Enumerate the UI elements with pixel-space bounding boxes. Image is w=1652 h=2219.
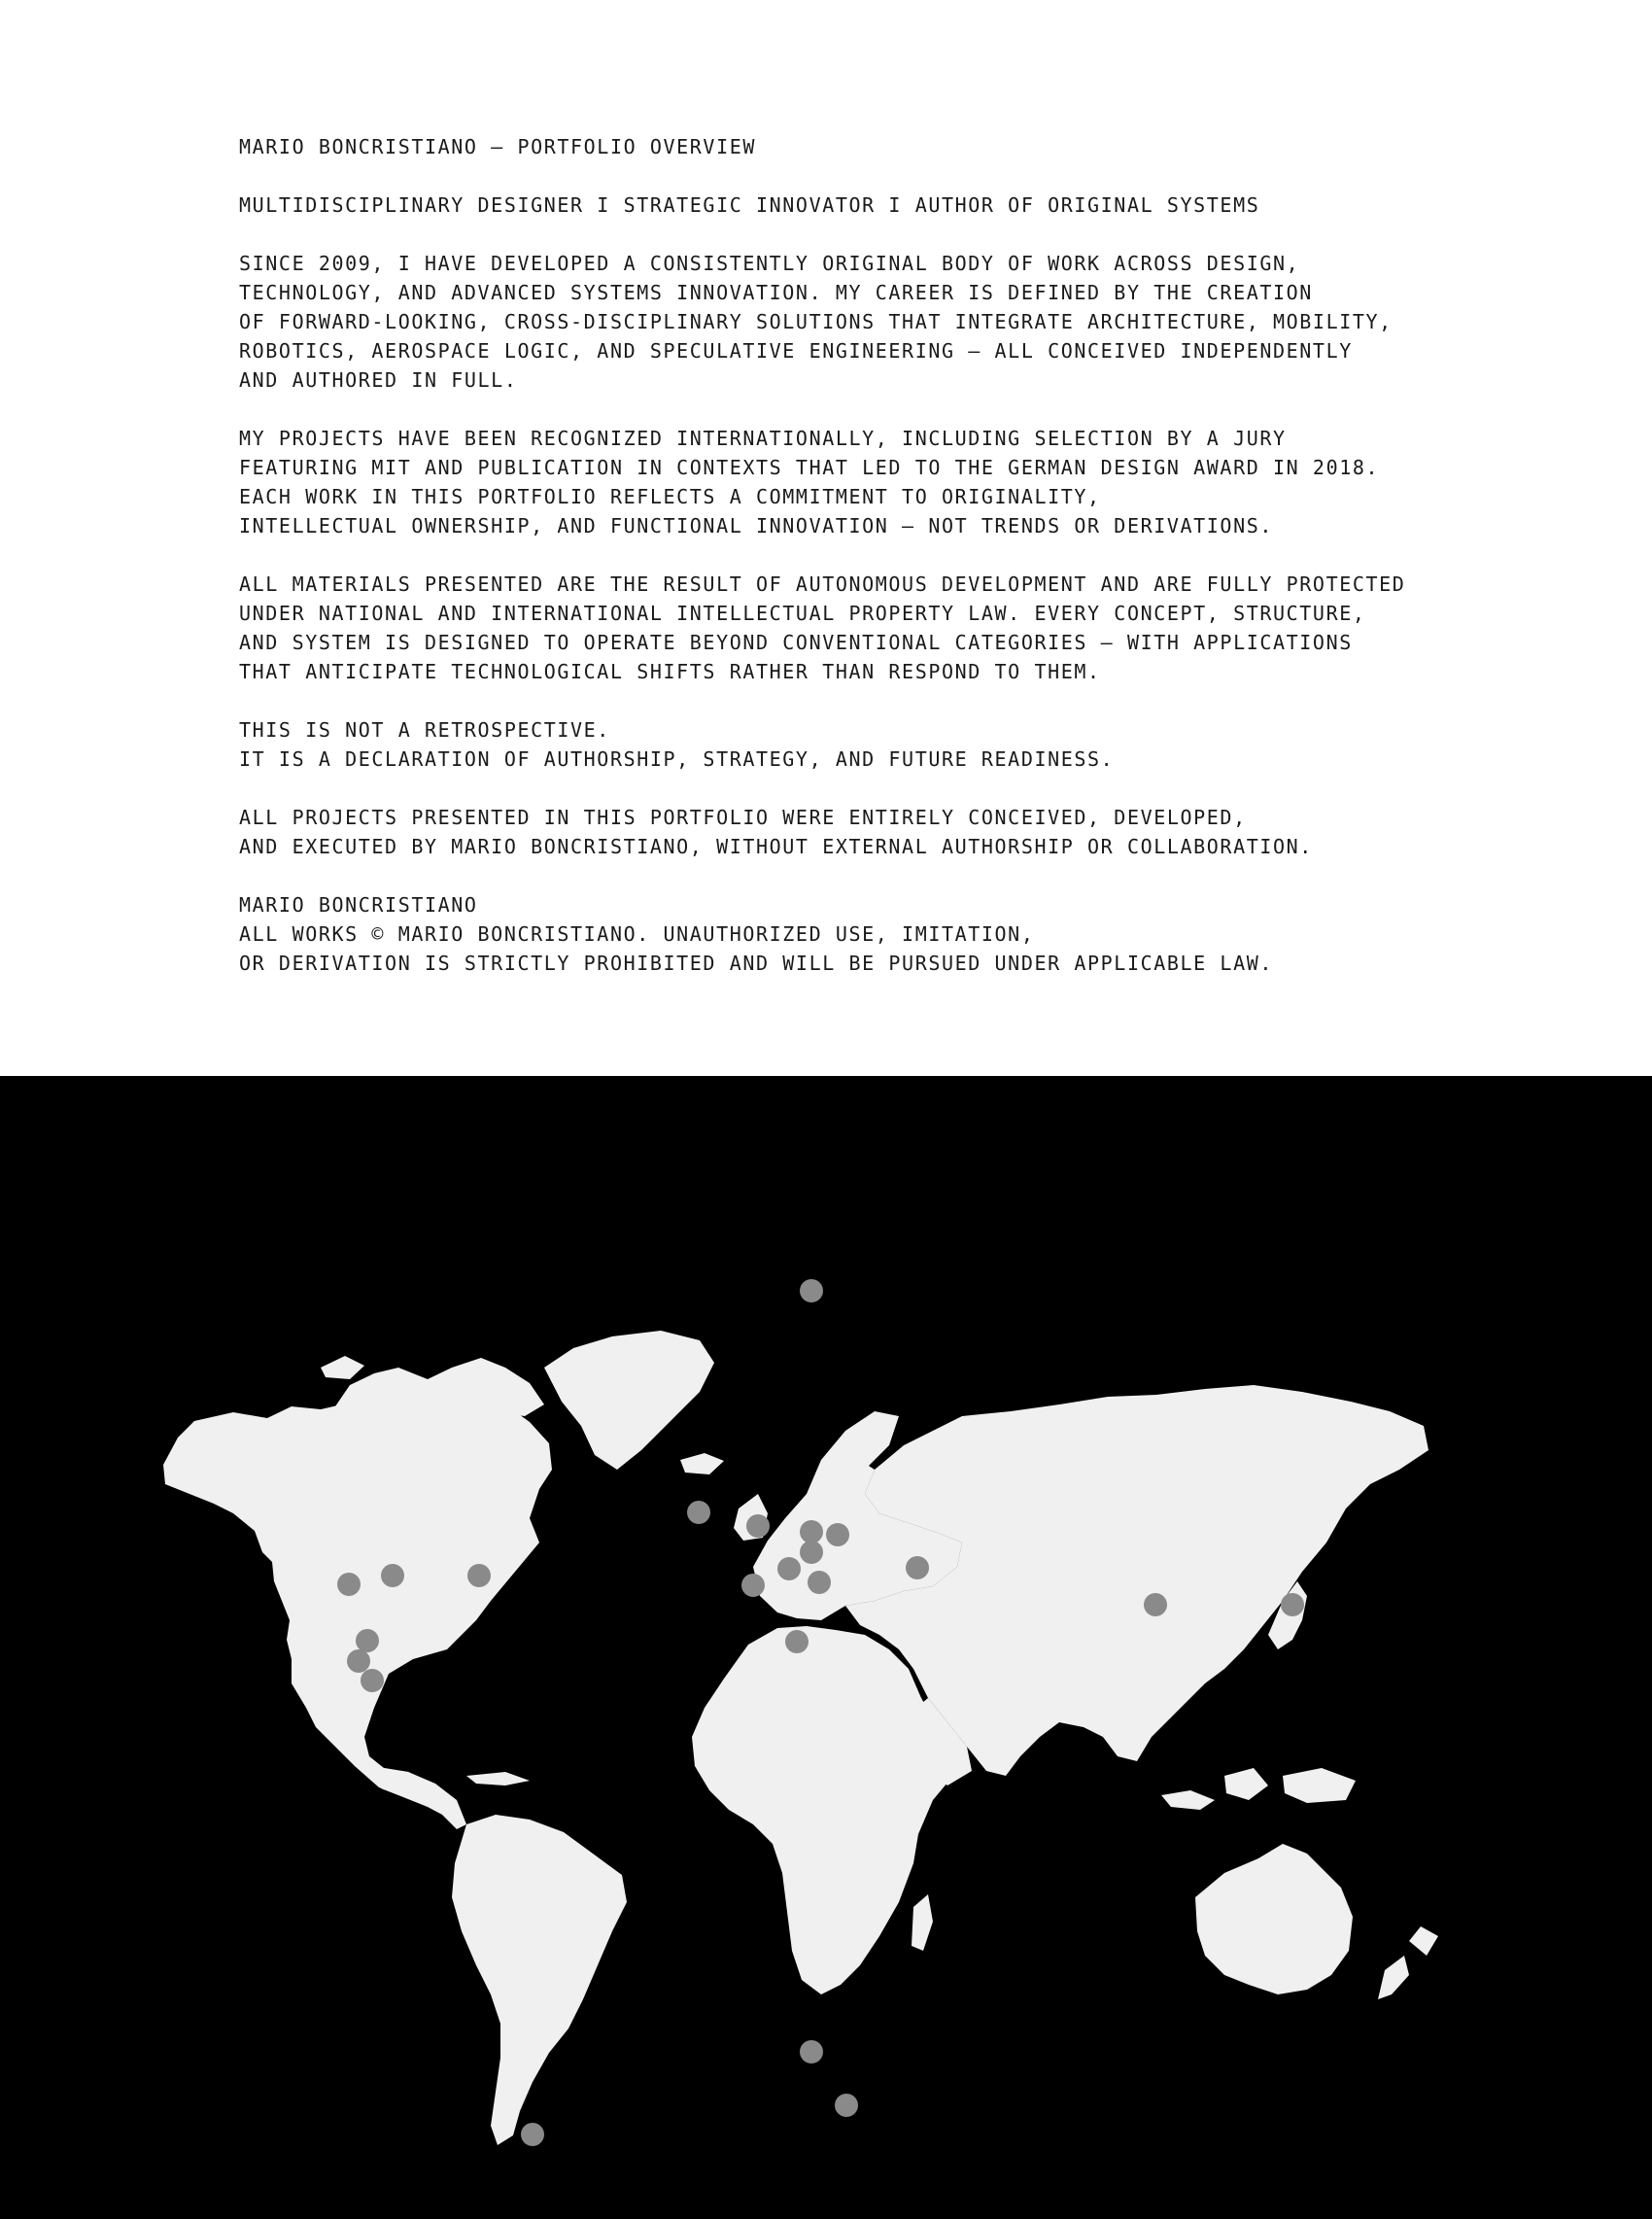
location-marker <box>1281 1593 1304 1616</box>
copyright-line: ALL WORKS © MARIO BONCRISTIANO. UNAUTHORIZED USE, IMITATION, <box>239 922 1035 946</box>
central-america-landmass <box>364 1761 466 1829</box>
overview-text-section <box>0 0 1652 1076</box>
ip-paragraph <box>239 570 1502 686</box>
text-line: SINCE 2009, I HAVE DEVELOPED A CONSISTENTLY ORIGINAL BODY OF WORK ACROSS DESIGN, <box>239 252 1300 275</box>
portfolio-tagline: MULTIDISCIPLINARY DESIGNER I STRATEGIC INNOVATOR I AUTHOR OF ORIGINAL SYSTEMS <box>239 193 1260 217</box>
text-line: INTELLECTUAL OWNERSHIP, AND FUNCTIONAL INNOVATION – NOT TRENDS OR DERIVATIONS. <box>239 514 1273 537</box>
text-line: AND AUTHORED IN FULL. <box>239 368 518 392</box>
text-line: EACH WORK IN THIS PORTFOLIO REFLECTS A COMMITMENT TO ORIGINALITY, <box>239 485 1101 508</box>
south-america-landmass <box>452 1815 627 2145</box>
southeast-asia-islands <box>1283 1768 1356 1803</box>
southeast-asia-islands <box>1161 1790 1215 1810</box>
location-marker <box>826 1523 849 1546</box>
heading-paragraph <box>239 132 1502 161</box>
north-america-landmass <box>163 1393 552 1800</box>
signature-name: MARIO BONCRISTIANO <box>239 893 478 917</box>
land-masses <box>163 1331 1438 2145</box>
text-line: THIS IS NOT A RETROSPECTIVE. <box>239 718 610 742</box>
location-marker <box>808 1571 831 1594</box>
location-marker <box>687 1501 710 1524</box>
intro-paragraph <box>239 249 1502 395</box>
location-marker <box>800 1541 823 1564</box>
tagline-paragraph <box>239 191 1502 220</box>
declaration-paragraph <box>239 715 1502 774</box>
text-line: ALL MATERIALS PRESENTED ARE THE RESULT OF AUTONOMOUS DEVELOPMENT AND ARE FULLY PROTECTED <box>239 572 1406 596</box>
caribbean-islands <box>466 1772 530 1786</box>
world-map-section <box>0 1076 1652 2219</box>
location-marker <box>746 1514 770 1538</box>
location-marker <box>337 1573 361 1596</box>
text-line: ROBOTICS, AEROSPACE LOGIC, AND SPECULATIVE ENGINEERING – ALL CONCEIVED INDEPENDENTLY <box>239 339 1353 363</box>
location-marker <box>381 1564 404 1587</box>
new-zealand <box>1378 1956 1409 1999</box>
location-marker <box>785 1630 809 1653</box>
arctic-islands <box>321 1356 364 1379</box>
location-marker <box>347 1649 370 1673</box>
text-line: AND SYSTEM IS DESIGNED TO OPERATE BEYOND CONVENTIONAL CATEGORIES – WITH APPLICATIONS <box>239 631 1353 654</box>
text-line: THAT ANTICIPATE TECHNOLOGICAL SHIFTS RATHER THAN RESPOND TO THEM. <box>239 660 1101 683</box>
text-line: FEATURING MIT AND PUBLICATION IN CONTEXTS THAT LED TO THE GERMAN DESIGN AWARD IN 2018. <box>239 456 1380 479</box>
location-marker <box>361 1669 384 1692</box>
authorship-paragraph <box>239 803 1502 861</box>
text-line: TECHNOLOGY, AND ADVANCED SYSTEMS INNOVATION. MY CAREER IS DEFINED BY THE CREATION <box>239 281 1313 304</box>
location-marker <box>521 2123 544 2146</box>
madagascar <box>912 1894 933 1951</box>
location-marker <box>800 1279 823 1302</box>
location-marker <box>777 1557 801 1580</box>
text-line: OF FORWARD-LOOKING, CROSS-DISCIPLINARY SOLUTIONS THAT INTEGRATE ARCHITECTURE, MOBILITY, <box>239 310 1393 333</box>
copyright-line: OR DERIVATION IS STRICTLY PROHIBITED AND WILL BE PURSUED UNDER APPLICABLE LAW. <box>239 952 1273 975</box>
location-marker <box>906 1556 929 1579</box>
greenland-landmass <box>544 1331 714 1470</box>
australia-landmass <box>1195 1844 1353 1994</box>
iceland <box>680 1453 724 1474</box>
location-marker <box>467 1564 491 1587</box>
recognition-paragraph <box>239 424 1502 540</box>
location-marker <box>741 1574 765 1597</box>
text-line: MY PROJECTS HAVE BEEN RECOGNIZED INTERNATIONALLY, INCLUDING SELECTION BY A JURY <box>239 427 1287 450</box>
location-marker <box>800 1520 823 1543</box>
location-marker <box>835 2094 858 2117</box>
new-zealand <box>1409 1926 1438 1956</box>
arctic-islands <box>335 1358 544 1418</box>
text-line: UNDER NATIONAL AND INTERNATIONAL INTELLECTUAL PROPERTY LAW. EVERY CONCEPT, STRUCTURE, <box>239 602 1366 625</box>
signature-paragraph <box>239 890 1502 978</box>
text-line: ALL PROJECTS PRESENTED IN THIS PORTFOLIO WERE ENTIRELY CONCEIVED, DEVELOPED, <box>239 806 1247 829</box>
text-line: AND EXECUTED BY MARIO BONCRISTIANO, WITHOUT EXTERNAL AUTHORSHIP OR COLLABORATION. <box>239 835 1313 858</box>
location-marker <box>800 2040 823 2063</box>
text-line: IT IS A DECLARATION OF AUTHORSHIP, STRATEGY, AND FUTURE READINESS. <box>239 747 1115 771</box>
location-marker <box>1144 1593 1167 1616</box>
world-map <box>0 1076 1652 2219</box>
location-marker <box>356 1629 379 1652</box>
overview-text-block <box>239 132 1502 978</box>
portfolio-heading: MARIO BONCRISTIANO – PORTFOLIO OVERVIEW <box>239 135 756 158</box>
southeast-asia-islands <box>1224 1768 1268 1800</box>
